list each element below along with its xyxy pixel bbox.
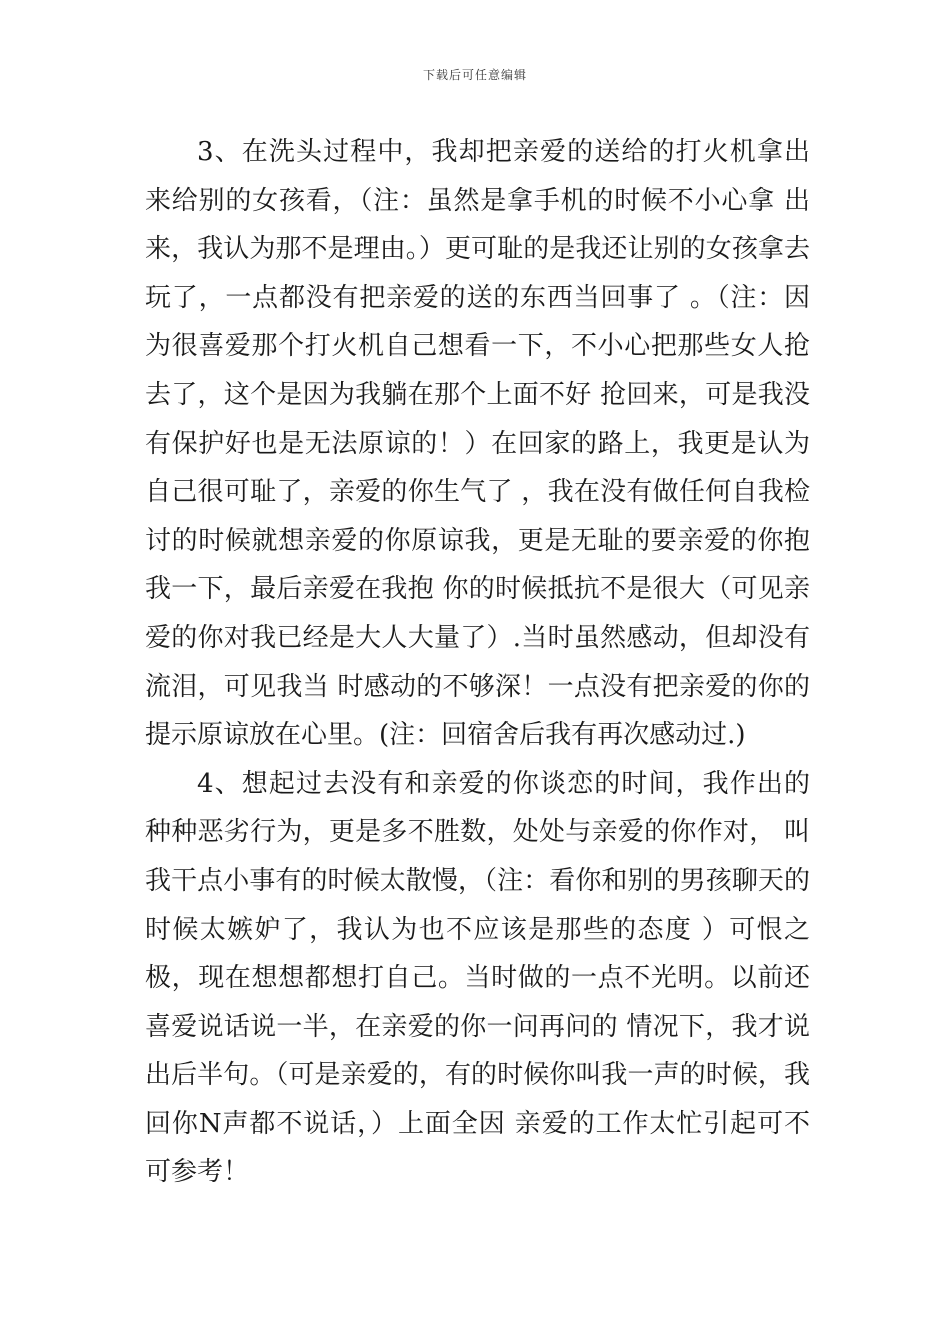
paragraph-4: 4、想起过去没有和亲爱的你谈恋的时间，我作出的种种恶劣行为，更是多不胜数，处处与亲爱的你作对， 叫我干点小事有的时候太散慢，（注：看你和别的男孩聊天的时候太嫉妒了，我认为也不应该是那些的态度 ）可恨之极，现在想想都想打自己。当时做的一点不光明。以前还喜爱说话说一半，在亲爱的你一问再问的 情况下，我才说出后半句。（可是亲爱的，有的时候你叫我一声的时候，我回你N声都不说话，）上面全因 亲爱的工作太忙引起可不可参考！	[145, 768, 810, 1188]
paragraph-3: 3、在洗头过程中，我却把亲爱的送给的打火机拿出来给别的女孩看，（注：虽然是拿手机的时候不小心拿 出来，我认为那不是理由。）更可耻的是我还让别的女孩拿去玩了，一点都没有把亲爱的送的东西当回事了 。（注：因为很喜爱那个打火机自己想看一下，不小心把那些女人抢去了，这个是因为我躺在那个上面不好 抢回来，可是我没有保护好也是无法原谅的！）在回家的路上，我更是认为自己很可耻了，亲爱的你生气了 ，我在没有做任何自我检讨的时候就想亲爱的你原谅我，更是无耻的要亲爱的你抱我一下，最后亲爱在我抱 你的时候抵抗不是很大（可见亲爱的你对我已经是大人大量了）.当时虽然感动，但却没有流泪，可见我当 时感动的不够深！一点没有把亲爱的你的提示原谅放在心里。(注：回宿舍后我有再次感动过.)	[145, 137, 810, 751]
document-body	[145, 128, 810, 1197]
header-note: 下载后可任意编辑	[422, 68, 527, 82]
